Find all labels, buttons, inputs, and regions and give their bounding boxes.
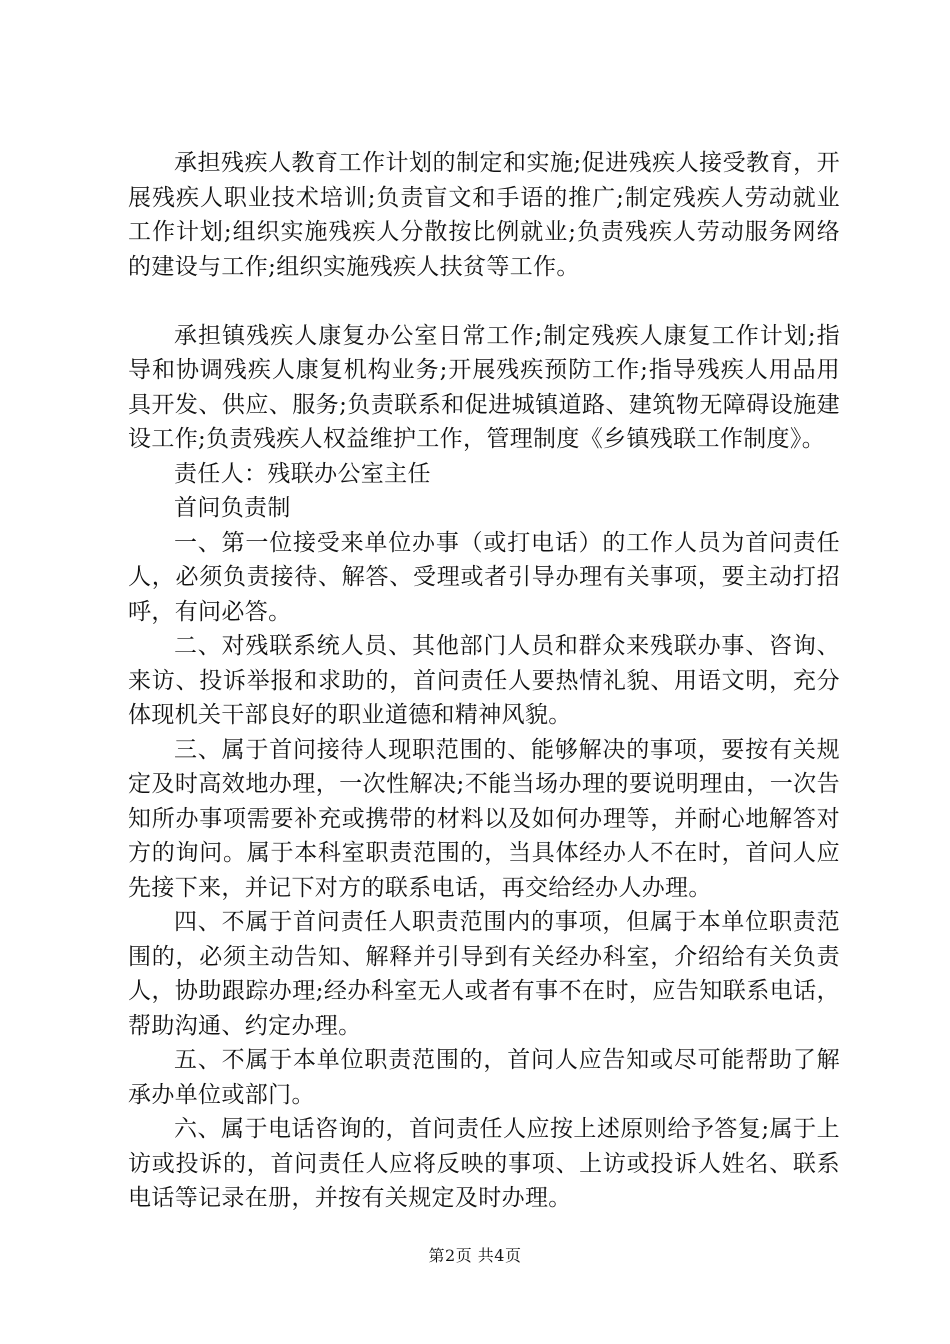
section-heading-first-inquiry: 首问负责制 <box>174 495 291 521</box>
responsible-person: 责任人：残联办公室主任 <box>174 460 431 487</box>
rule-item-3: 三、属于首问接待人现职范围的、能够解决的事项，要按有关规定及时高效地办理，一次性解决;不能当场办理的要说明理由，一次告知所办事项需要补充或携带的材料以及如何办理等，并耐心地解答对方的询问。属于本科室职责范围的，当具体经办人不在时，首问人应先接下来，并记下对方的联系电话，再交给经办人办理。 <box>128 736 840 901</box>
paragraph-education-employment: 承担残疾人教育工作计划的制定和实施;促进残疾人接受教育，开展残疾人职业技术培训;负责盲文和手语的推广;制定残疾人劳动就业工作计划;组织实施残疾人分散按比例就业;负责残疾人劳动服务网络的建设与工作;组织实施残疾人扶贫等工作。 <box>128 150 840 280</box>
paragraph-rehabilitation: 承担镇残疾人康复办公室日常工作;制定残疾人康复工作计划;指导和协调残疾人康复机构业务;开展残疾预防工作;指导残疾人用品用具开发、供应、服务;负责联系和促进城镇道路、建筑物无障碍设施建设工作;负责残疾人权益维护工作，管理制度《乡镇残联工作制度》。 <box>128 322 840 452</box>
rule-item-4: 四、不属于首问责任人职责范围内的事项，但属于本单位职责范围的，必须主动告知、解释并引导到有关经办科室，介绍给有关负责人，协助跟踪办理;经办科室无人或者有事不在时，应告知联系电话，帮助沟通、约定办理。 <box>128 909 840 1039</box>
rule-item-1: 一、第一位接受来单位办事（或打电话）的工作人员为首问责任人，必须负责接待、解答、受理或者引导办理有关事项，要主动打招呼，有问必答。 <box>128 529 840 625</box>
paragraph-spacer <box>128 284 840 319</box>
document-body <box>128 146 840 1216</box>
rule-item-6: 六、属于电话咨询的，首问责任人应按上述原则给予答复;属于上访或投诉的，首问责任人应将反映的事项、上访或投诉人姓名、联系电话等记录在册，并按有关规定及时办理。 <box>128 1116 840 1211</box>
page-footer: 第2页 共4页 <box>428 1246 522 1265</box>
rule-item-2: 二、对残联系统人员、其他部门人员和群众来残联办事、咨询、来访、投诉举报和求助的，首问责任人要热情礼貌、用语文明，充分体现机关干部良好的职业道德和精神风貌。 <box>128 633 840 728</box>
rule-item-5: 五、不属于本单位职责范围的，首问人应告知或尽可能帮助了解承办单位或部门。 <box>128 1047 840 1108</box>
